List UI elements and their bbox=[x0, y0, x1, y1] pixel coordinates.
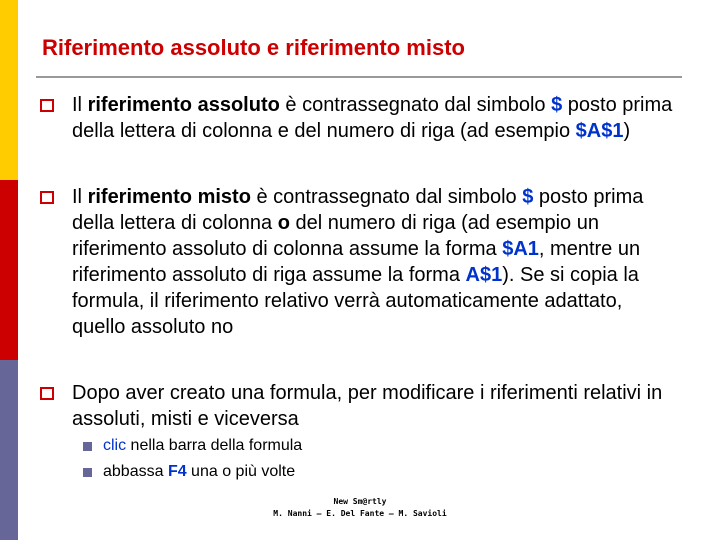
footer-brand: New Sm@rtly bbox=[333, 497, 387, 506]
bullet-text: Il riferimento assoluto è contrassegnato dal simbolo $ posto prima della lettera di colonna e del numero di riga (ad esempio $A$1) bbox=[72, 94, 673, 142]
square-sub-bullet-icon bbox=[83, 468, 92, 477]
bullet-text: Il riferimento misto è contrassegnato dal simbolo $ posto prima della lettera di colonna o del numero di riga (ad esempio un riferimento assoluto di colonna assume la forma $A1, mentre un riferimento assoluto di riga assume la forma A$1). Se si copia la formula, il riferimento relativo verrà automaticamente adattato, quello assoluto no bbox=[72, 186, 644, 338]
square-sub-bullet-icon bbox=[83, 442, 92, 451]
square-bullet-icon bbox=[40, 99, 54, 112]
square-bullet-icon bbox=[40, 387, 54, 400]
sub-bullet-press-f4 bbox=[83, 462, 663, 482]
footer-authors: M. Nanni – E. Del Fante – M. Savioli bbox=[273, 509, 447, 518]
sidebar-color-bar bbox=[0, 0, 18, 540]
sidebar-purple-segment bbox=[0, 360, 18, 540]
slide-footer bbox=[250, 496, 470, 520]
slide-title: Riferimento assoluto e riferimento misto bbox=[42, 35, 465, 60]
square-bullet-icon bbox=[40, 191, 54, 204]
sidebar-red-segment bbox=[0, 180, 18, 360]
bullet-modify-references bbox=[40, 380, 680, 432]
sidebar-yellow-segment bbox=[0, 0, 18, 180]
sub-bullet-text: clic nella barra della formula bbox=[103, 437, 303, 454]
bullet-mixed-reference bbox=[40, 184, 680, 340]
bullet-absolute-reference bbox=[40, 92, 680, 144]
sub-bullet-text: abbassa F4 una o più volte bbox=[103, 463, 296, 480]
sub-bullet-click-formula-bar bbox=[83, 436, 663, 456]
title-divider bbox=[36, 76, 682, 78]
bullet-text: Dopo aver creato una formula, per modificare i riferimenti relativi in assoluti, misti e viceversa bbox=[72, 382, 663, 430]
